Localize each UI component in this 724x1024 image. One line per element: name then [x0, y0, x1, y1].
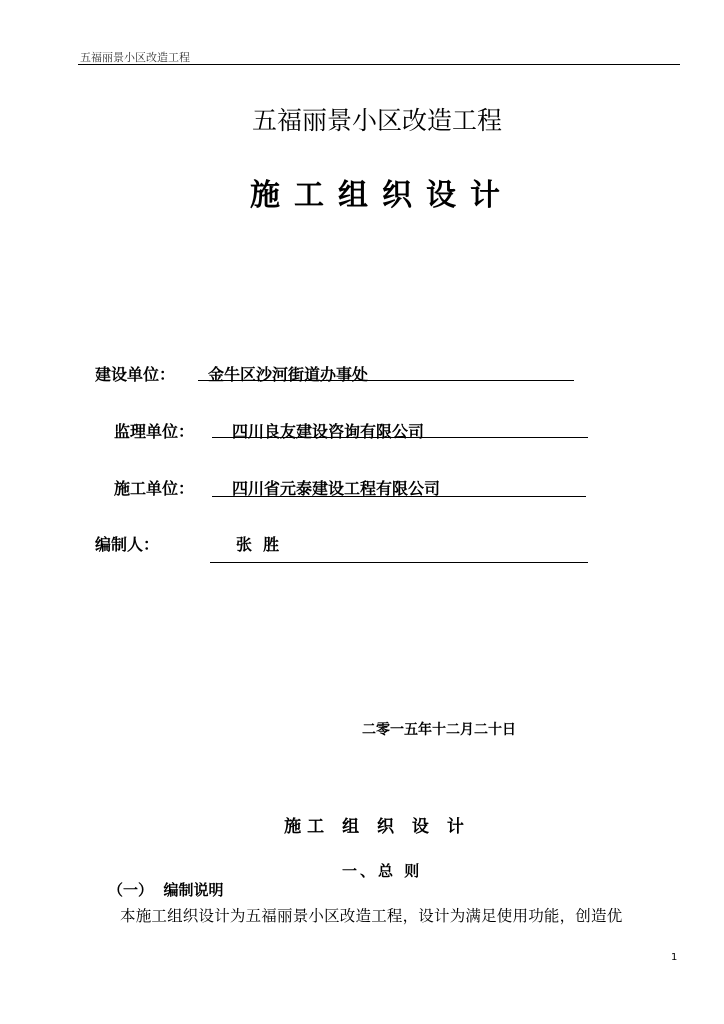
page-number: 1 [671, 952, 678, 963]
field-label-contractor: 施工单位： [114, 479, 195, 498]
field-value-client: 金牛区沙河街道办事处 [208, 365, 369, 384]
field-label-author: 编制人： [95, 535, 160, 554]
document-title: 施工组织设计 [250, 178, 514, 213]
field-label-supervisor: 监理单位： [114, 422, 195, 441]
field-underline-client [198, 380, 574, 381]
header-divider [78, 64, 680, 65]
field-value-supervisor: 四川良友建设咨询有限公司 [232, 422, 425, 441]
section-title: 施工 组 织 设 计 [284, 817, 470, 837]
running-header: 五福丽景小区改造工程 [80, 51, 190, 64]
body-paragraph: 本施工组织设计为五福丽景小区改造工程，设计为满足使用功能，创造优 [120, 907, 623, 925]
cover-date: 二零一五年十二月二十日 [362, 722, 516, 738]
field-underline-supervisor [212, 437, 588, 438]
field-value-author: 张 胜 [236, 535, 280, 554]
subsection-title: （一） 编制说明 [108, 881, 224, 899]
project-title: 五福丽景小区改造工程 [251, 106, 502, 135]
field-label-client: 建设单位： [95, 365, 176, 384]
field-underline-contractor [212, 496, 586, 497]
field-underline-author [210, 562, 588, 563]
chapter-title: 一、总 则 [342, 862, 423, 880]
field-value-contractor: 四川省元泰建设工程有限公司 [232, 479, 441, 498]
